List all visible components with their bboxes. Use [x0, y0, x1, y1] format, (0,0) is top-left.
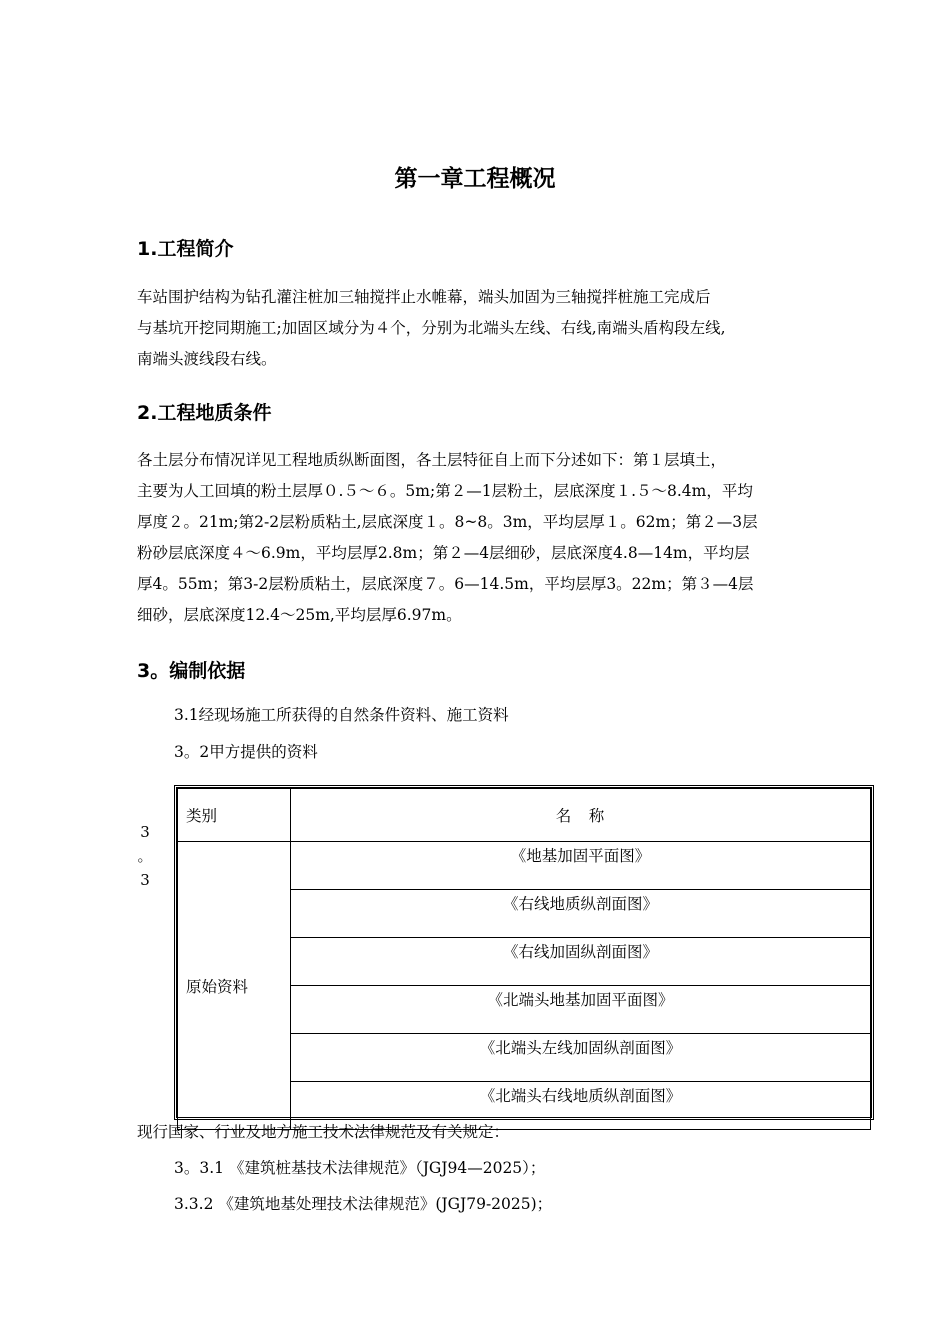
section2-line: 主要为人工回填的粉土层厚０.５～６。5m;第２—1层粉土，层底深度１.５～8.4m，平均: [137, 482, 753, 500]
section1-heading: 1.工程简介: [137, 238, 234, 260]
category-cell: 原始资料: [178, 842, 291, 1130]
chapter-title: 第一章工程概况: [394, 166, 556, 192]
reference-materials-table: [174, 785, 874, 1120]
regulations-intro: 现行国家、行业及地方施工技术法律规范及有关规定：: [137, 1123, 510, 1141]
side-number-char: 。: [137, 847, 153, 865]
section3-heading: 3。编制依据: [137, 660, 246, 682]
section2-line: 粉砂层底深度４～6.9m，平均层厚2.8m；第２—4层细砂，层底深度4.8—14m，平均层: [137, 544, 750, 562]
section1-paragraph: [137, 282, 862, 375]
basis-item-3-1: 3.1经现场施工所获得的自然条件资料、施工资料: [174, 706, 509, 724]
document-name-cell: 《地基加固平面图》: [291, 842, 871, 890]
section1-line: 南端头渡线段右线。: [137, 350, 277, 368]
table-header-row: [178, 789, 871, 842]
regulation-item-3-3-1: 3。3.1 《建筑桩基技术法律规范》（JGJ94—2025）；: [174, 1159, 546, 1177]
section2-line: 厚度２。21m;第2-2层粉质粘土,层底深度１。8~8。3m，平均层厚１。62m；第２—3层: [137, 513, 758, 531]
side-number-char: 3: [140, 823, 150, 841]
header-name: 名 称: [291, 789, 871, 842]
document-name-cell: 《右线加固纵剖面图》: [291, 938, 871, 986]
section2-paragraph: [137, 445, 862, 631]
table-row: [178, 842, 871, 890]
section2-line: 厚4。55m；第3-2层粉质粘土，层底深度７。6—14.5m，平均层厚3。22m；第３—4层: [137, 575, 754, 593]
section2-heading: 2.工程地质条件: [137, 402, 272, 424]
side-section-number: [137, 820, 153, 892]
section1-line: 车站围护结构为钻孔灌注桩加三轴搅拌止水帷幕，端头加固为三轴搅拌桩施工完成后: [137, 288, 711, 306]
document-name-cell: 《北端头右线地质纵剖面图》: [291, 1082, 871, 1130]
section2-line: 细砂，层底深度12.4～25m,平均层厚6.97m。: [137, 606, 462, 624]
side-number-char: 3: [140, 871, 150, 889]
header-category: 类别: [178, 789, 291, 842]
document-name-cell: 《北端头左线加固纵剖面图》: [291, 1034, 871, 1082]
basis-item-3-2: 3。2甲方提供的资料: [174, 743, 318, 761]
section1-line: 与基坑开挖同期施工;加固区域分为４个，分别为北端头左线、右线,南端头盾构段左线,: [137, 319, 726, 337]
document-name-cell: 《右线地质纵剖面图》: [291, 890, 871, 938]
regulation-item-3-3-2: 3.3.2 《建筑地基处理技术法律规范》(JGJ79-2025)；: [174, 1195, 553, 1213]
section2-line: 各土层分布情况详见工程地质纵断面图，各土层特征自上而下分述如下：第１层填土，: [137, 451, 727, 469]
document-name-cell: 《北端头地基加固平面图》: [291, 986, 871, 1034]
